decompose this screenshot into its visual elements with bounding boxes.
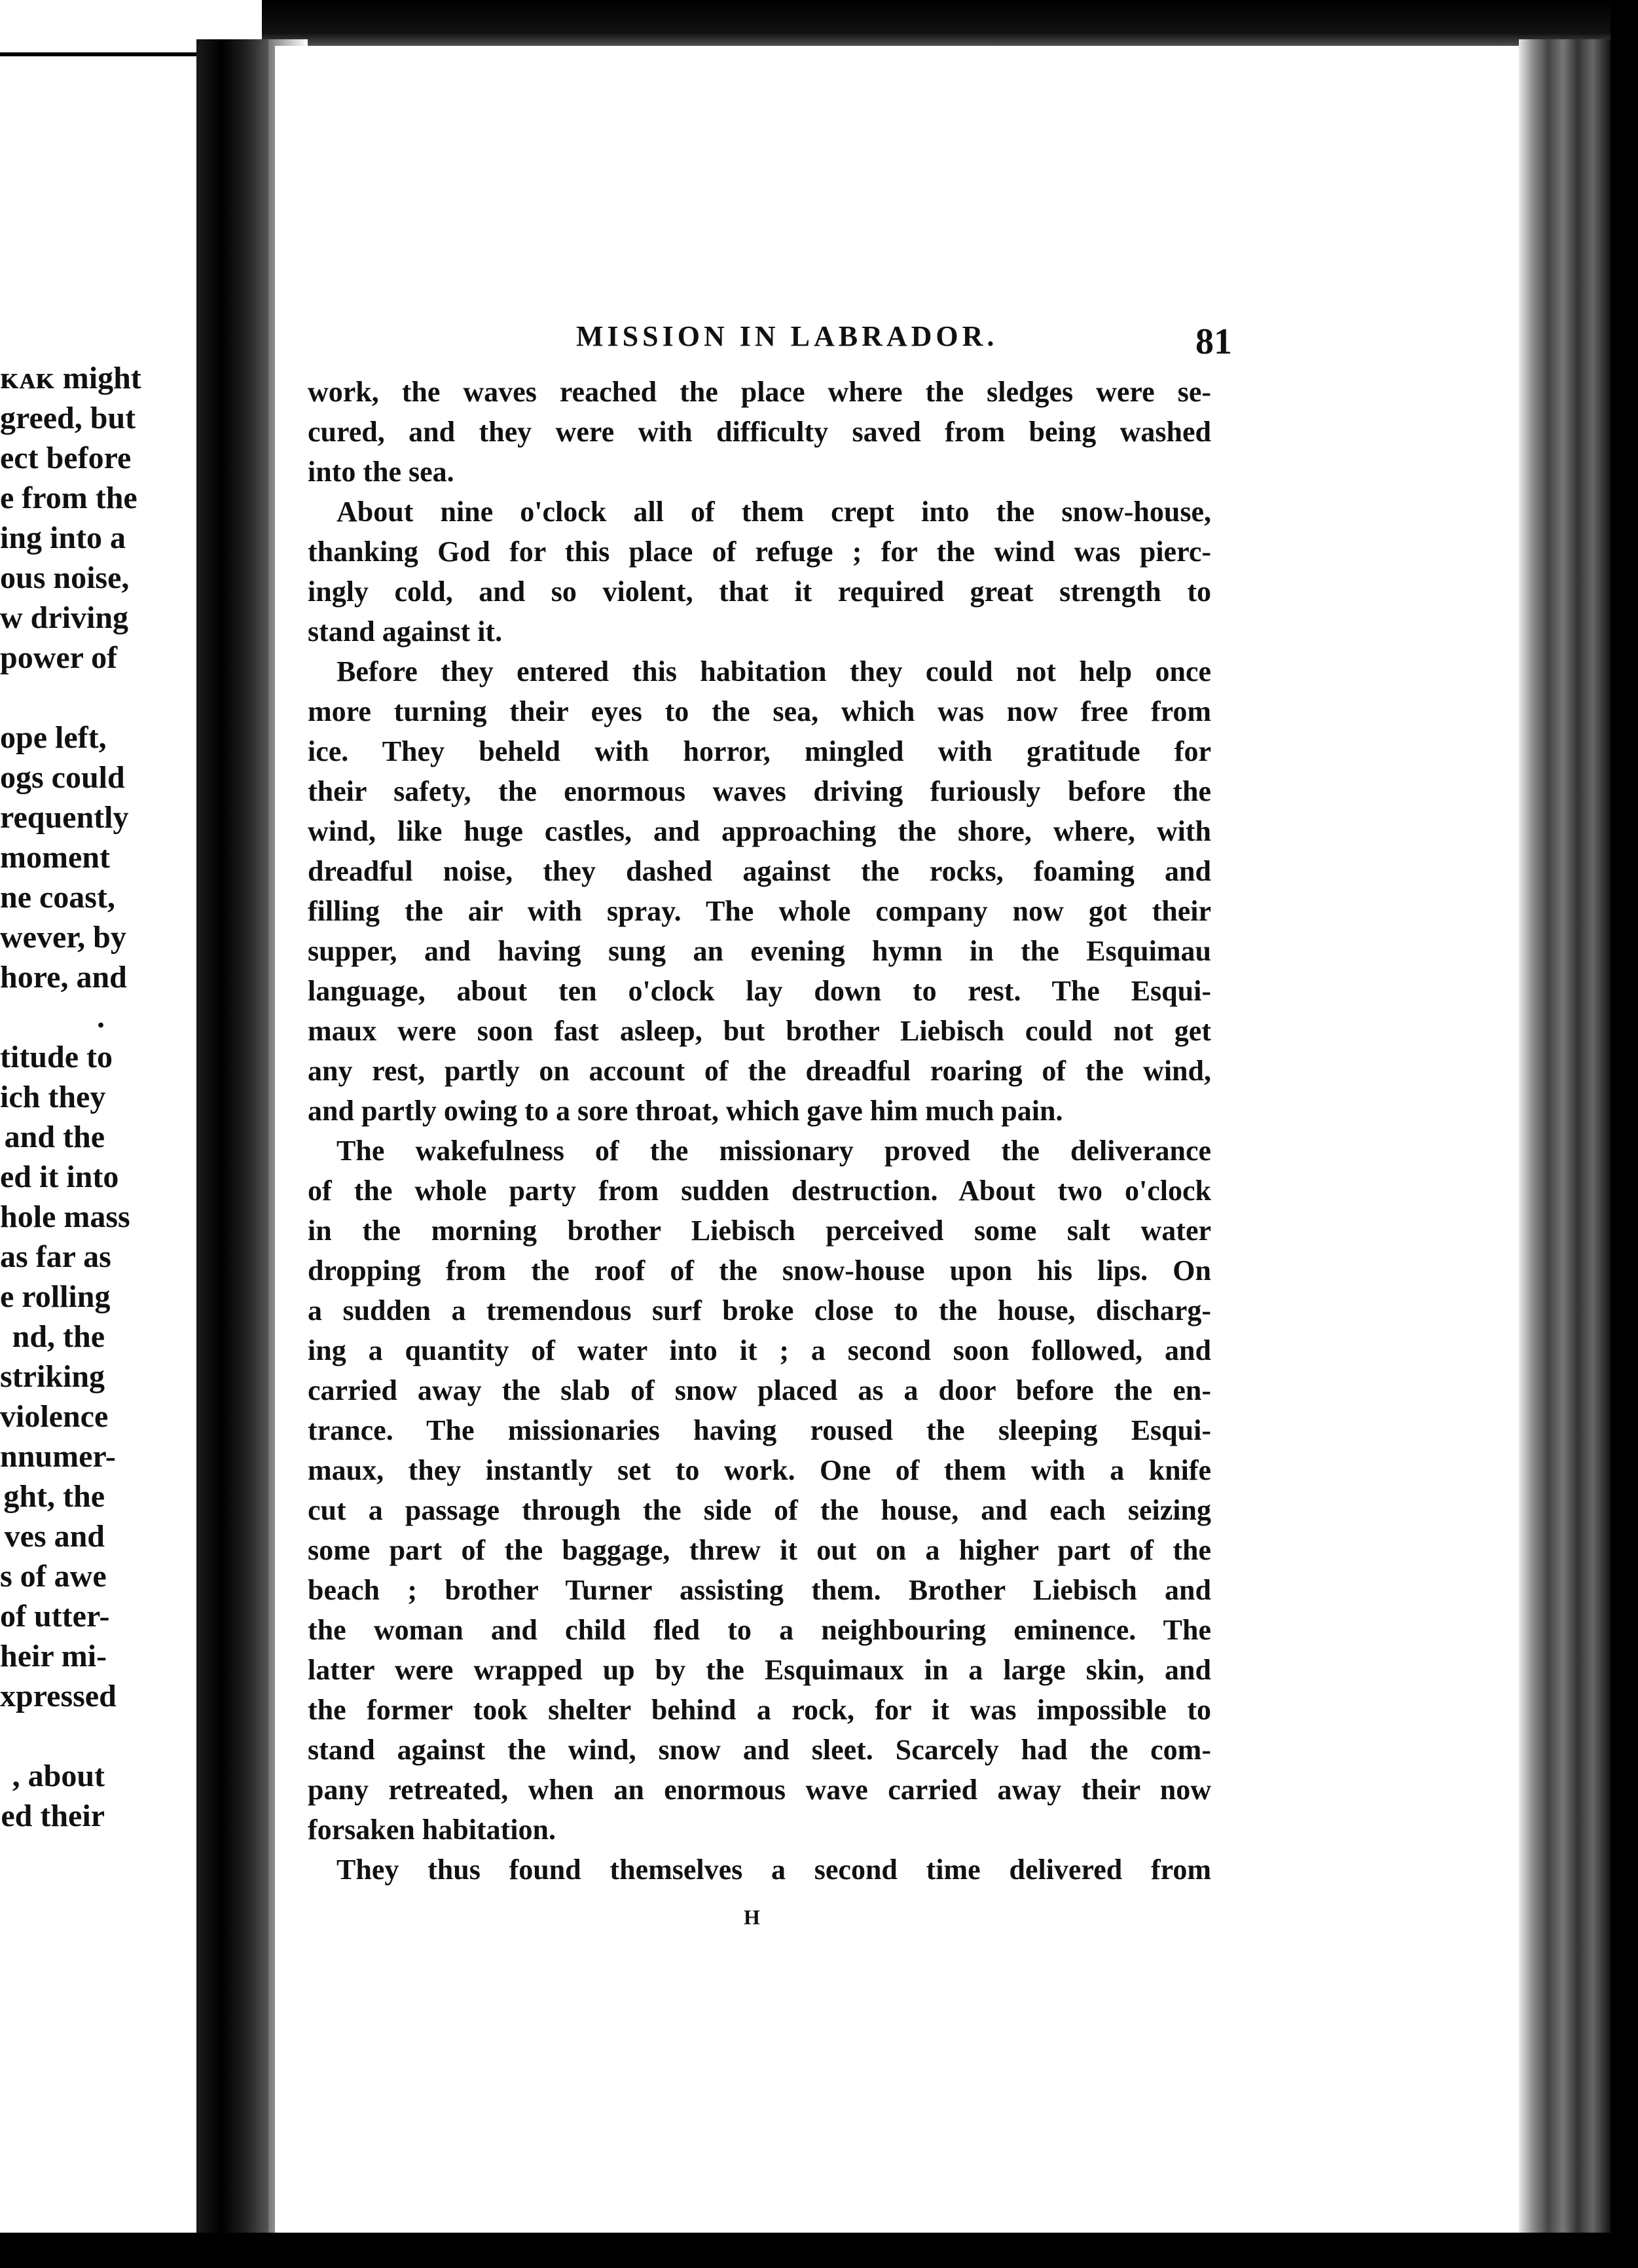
left-text-fragment: and the: [4, 1120, 105, 1154]
text-line: latter were wrapped up by the Esquimaux in a large skin, and: [308, 1654, 1211, 1686]
left-text-fragment: hore, and: [0, 960, 127, 995]
text-line: maux, they instantly set to work. One of them with a knife: [308, 1454, 1211, 1486]
page-body: [308, 372, 1211, 1890]
page-edges-stack: [1519, 39, 1617, 2233]
text-line: work, the waves reached the place where the sledges were se-: [308, 376, 1211, 408]
left-text-fragment: xpressed: [0, 1679, 117, 1713]
left-text-fragment: violence: [0, 1399, 109, 1434]
left-text-fragment: requently: [0, 800, 129, 835]
left-text-fragment: w driving: [0, 600, 129, 635]
text-line: stand against it.: [308, 615, 503, 648]
page-number: 81: [1195, 321, 1232, 362]
signature-mark: H: [744, 1905, 760, 1929]
text-line: ingly cold, and so violent, that it required great strength to: [308, 576, 1211, 608]
running-head: MISSION IN LABRADOR.: [576, 320, 998, 352]
left-text-fragment: nd, the: [12, 1319, 105, 1354]
left-text-fragment: e rolling: [0, 1279, 111, 1314]
left-text-fragment: e from the: [0, 481, 137, 515]
text-line: carried away the slab of snow placed as a door before the en-: [308, 1374, 1211, 1406]
text-line: ing a quantity of water into it ; a second soon followed, and: [308, 1334, 1211, 1366]
left-text-fragment: of utter-: [0, 1599, 110, 1634]
scan-right-border: [1611, 0, 1638, 2268]
text-line: ice. They beheld with horror, mingled with gratitude for: [308, 735, 1211, 767]
text-line: some part of the baggage, threw it out on a higher part of the: [308, 1534, 1211, 1566]
left-text-fragment: moment: [0, 840, 110, 875]
text-line: pany retreated, when an enormous wave carried away their now: [308, 1774, 1211, 1806]
text-line: They thus found themselves a second time delivered from: [337, 1854, 1211, 1886]
left-text-fragment: s of awe: [0, 1559, 107, 1594]
text-line: dreadful noise, they dashed against the rocks, foaming and: [308, 855, 1211, 887]
left-text-fragment: ich they: [0, 1080, 106, 1114]
left-text-fragment: ed their: [1, 1799, 105, 1833]
text-line: the former took shelter behind a rock, for it was impossible to: [308, 1694, 1211, 1726]
text-line: more turning their eyes to the sea, which was now free from: [308, 695, 1211, 727]
text-line: wind, like huge castles, and approaching the shore, where, with: [308, 815, 1211, 847]
left-text-fragment: greed, but: [0, 401, 136, 435]
left-text-fragment: wever, by: [0, 920, 126, 955]
text-line: thanking God for this place of refuge ; for the wind was pierc-: [308, 536, 1211, 568]
text-line: filling the air with spray. The whole company now got their: [308, 895, 1211, 927]
left-text-fragment: , about: [12, 1759, 105, 1793]
text-line: the woman and child fled to a neighbouring eminence. The: [308, 1614, 1211, 1646]
text-line: of the whole party from sudden destruction. About two o'clock: [308, 1175, 1211, 1207]
left-text-fragment: ous noise,: [0, 560, 130, 595]
left-text-fragment: heir mi-: [0, 1639, 107, 1674]
left-text-fragment: ed it into: [0, 1160, 119, 1194]
left-text-fragment: .: [97, 1000, 105, 1034]
book-gutter-shadow: [196, 39, 268, 2233]
text-line: a sudden a tremendous surf broke close to the house, discharg-: [308, 1294, 1211, 1326]
left-text-fragment: ope left,: [0, 720, 107, 755]
text-line: forsaken habitation.: [308, 1814, 556, 1846]
text-line: beach ; brother Turner assisting them. Brother Liebisch and: [308, 1574, 1211, 1606]
text-line: maux were soon fast asleep, but brother Liebisch could not get: [308, 1015, 1211, 1047]
text-line: stand against the wind, snow and sleet. Scarcely had the com-: [308, 1734, 1211, 1766]
text-line: trance. The missionaries having roused the sleeping Esqui-: [308, 1414, 1211, 1446]
left-text-fragment: ves and: [4, 1519, 105, 1554]
text-line: dropping from the roof of the snow-house upon his lips. On: [308, 1254, 1211, 1287]
left-text-fragment: ght, the: [3, 1479, 105, 1514]
text-line: About nine o'clock all of them crept into the snow-house,: [337, 496, 1211, 528]
scan-bottom-border: [0, 2233, 1638, 2268]
left-text-fragment: power of: [0, 640, 118, 675]
left-text-fragment: ne coast,: [0, 880, 115, 915]
text-line: Before they entered this habitation they could not help once: [337, 655, 1211, 687]
left-text-fragment: ect before: [0, 441, 132, 475]
text-line: in the morning brother Liebisch perceived some salt water: [308, 1215, 1211, 1247]
left-text-fragment: nnumer-: [0, 1439, 116, 1474]
text-line: and partly owing to a sore throat, which gave him much pain.: [308, 1095, 1063, 1127]
text-line: into the sea.: [308, 456, 454, 488]
left-text-fragment: striking: [0, 1359, 105, 1394]
text-line: The wakefulness of the missionary proved the deliverance: [337, 1135, 1211, 1167]
left-text-fragment: ogs could: [0, 760, 125, 795]
text-line: supper, and having sung an evening hymn in the Esquimau: [308, 935, 1211, 967]
text-line: any rest, partly on account of the dreadful roaring of the wind,: [308, 1055, 1211, 1087]
text-line: cured, and they were with difficulty saved from being washed: [308, 416, 1211, 448]
left-text-fragment: titude to: [0, 1040, 113, 1074]
left-text-fragment: hole mass: [0, 1199, 130, 1234]
text-line: their safety, the enormous waves driving furiously before the: [308, 775, 1211, 807]
text-line: language, about ten o'clock lay down to rest. The Esqui-: [308, 975, 1211, 1007]
left-text-fragment: as far as: [0, 1239, 111, 1274]
text-line: cut a passage through the side of the house, and each seizing: [308, 1494, 1211, 1526]
left-text-fragment: ᴋᴀᴋ might: [0, 361, 141, 395]
left-text-fragment: ing into a: [0, 521, 126, 555]
